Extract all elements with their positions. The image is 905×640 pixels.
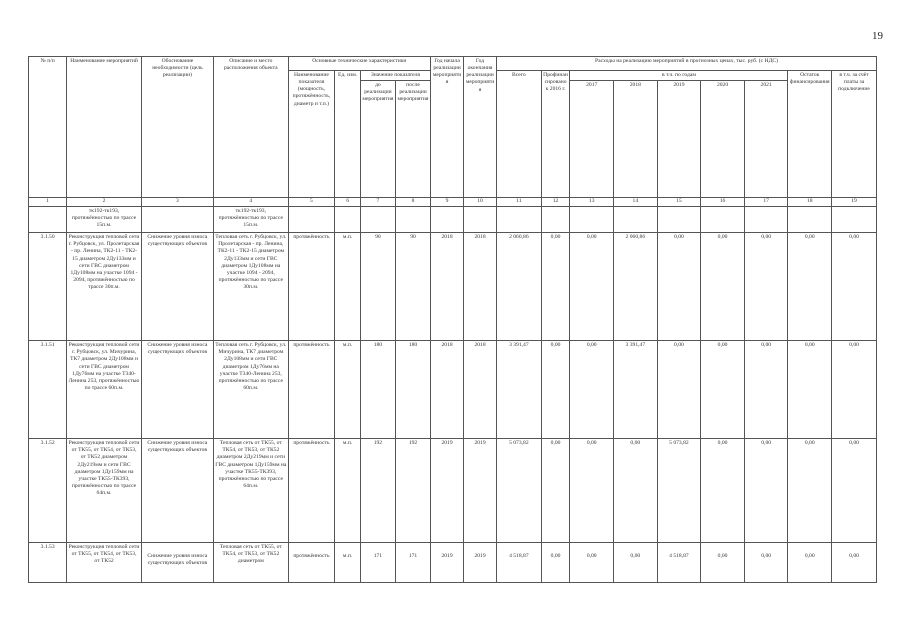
header-financed: Профинансировано к 2016 г. <box>541 71 570 198</box>
cost-2019: 4 518,87 <box>657 543 701 583</box>
cost-2017: 0,00 <box>570 341 614 439</box>
column-number: 1 <box>29 198 67 207</box>
cost-2017: 0,00 <box>570 233 614 341</box>
cost-2019: 5 073,82 <box>657 439 701 543</box>
header-year-start: Год начала реализации мероприятия <box>431 57 464 198</box>
object-description: Тепловая сеть от ТК55, от ТК54, от ТК53, от ТК52 диаметром 2Ду219мм и сети ГВС диаметром 1Ду159мм на участке ТК55-ТК393, протяжённостью по трассе 64п.м. <box>214 439 288 543</box>
unit: м.п. <box>335 233 361 341</box>
cost-2020: 0,00 <box>701 233 745 341</box>
header-total: Всего <box>497 71 542 198</box>
header-year-2021: 2021 <box>744 81 788 198</box>
year-start <box>431 207 464 233</box>
investment-table <box>28 56 877 583</box>
year-start: 2018 <box>431 341 464 439</box>
unit: м.п. <box>335 341 361 439</box>
cost-connection-fee <box>832 207 877 233</box>
column-number: 12 <box>541 198 570 207</box>
header-name: Наименование мероприятий <box>67 57 141 198</box>
tech-parameter-name: протяжённость <box>288 233 335 341</box>
value-after <box>395 207 430 233</box>
year-end: 2019 <box>464 543 497 583</box>
cost-connection-fee: 0,00 <box>832 439 877 543</box>
value-before <box>360 207 395 233</box>
header-value-before: до реализации мероприятия <box>360 81 395 198</box>
cost-2018: 3 391,47 <box>614 341 658 439</box>
column-number-row <box>29 198 877 207</box>
header-year-2018: 2018 <box>614 81 658 198</box>
cost-financed: 0,00 <box>541 233 570 341</box>
cost-2020: 0,00 <box>701 543 745 583</box>
measure-name: Реконструкция тепловой сети г. Рубцовск, ул. Мичурина, ТК7 диаметром 2Ду108мм и сети ГВС диаметром 1Ду76мм на участке Т340-Ленина 253, протяжённостью по трассе 60п.м. <box>67 341 141 439</box>
value-after: 180 <box>395 341 430 439</box>
unit: м.п. <box>335 439 361 543</box>
year-end: 2019 <box>464 439 497 543</box>
column-number: 2 <box>67 198 141 207</box>
tech-parameter-name: протяжённость <box>288 439 335 543</box>
cost-remaining: 0,00 <box>788 439 832 543</box>
cost-2021 <box>744 207 788 233</box>
cost-connection-fee: 0,00 <box>832 233 877 341</box>
cost-total: 3 391,47 <box>497 341 542 439</box>
measure-name: тк192-тк193, протяжённостью по трассе 15п.м. <box>67 207 141 233</box>
tech-parameter-name: протяжённость <box>288 543 335 583</box>
column-number: 7 <box>360 198 395 207</box>
column-number: 15 <box>657 198 701 207</box>
value-before: 180 <box>360 341 395 439</box>
cost-2017: 0,00 <box>570 439 614 543</box>
cost-connection-fee: 0,00 <box>832 341 877 439</box>
row-number <box>29 207 67 233</box>
cost-2018 <box>614 207 658 233</box>
header-connection-fee: в т.ч. за счёт платы за подключение <box>832 71 877 198</box>
cost-2020: 0,00 <box>701 341 745 439</box>
cost-2018: 2 060,86 <box>614 233 658 341</box>
header-value: Значение показателя <box>360 71 430 81</box>
year-end: 2018 <box>464 341 497 439</box>
cost-2017 <box>570 207 614 233</box>
cost-connection-fee: 0,00 <box>832 543 877 583</box>
header-year-end: Год окончания реализации мероприятия <box>464 57 497 198</box>
object-description: Тепловая сеть от ТК55, от ТК54, от ТК53, от ТК52 диаметром <box>214 543 288 583</box>
column-number: 10 <box>464 198 497 207</box>
object-description: Тепловая сеть г. Рубцовск, ул. Мичурина, ТК7 диаметром 2Ду108мм и сети ГВС диаметром 1Ду76мм на участке Т340-Ленина 253, протяжённостью по трассе 60п.м. <box>214 341 288 439</box>
cost-financed: 0,00 <box>541 543 570 583</box>
row-number: 3.1.53 <box>29 543 67 583</box>
cost-total: 4 518,87 <box>497 543 542 583</box>
cost-2018: 0,00 <box>614 439 658 543</box>
header-year-2019: 2019 <box>657 81 701 198</box>
header-tech-name: Наименование показателя (мощность, протяжённость, диаметр и т.п.) <box>288 71 335 198</box>
year-end: 2018 <box>464 233 497 341</box>
year-start: 2018 <box>431 233 464 341</box>
measure-reason: Снижение уровня износа существующих объектов <box>141 543 213 583</box>
year-end <box>464 207 497 233</box>
value-after: 192 <box>395 439 430 543</box>
cost-financed: 0,00 <box>541 439 570 543</box>
header-year-2017: 2017 <box>570 81 614 198</box>
row-number: 3.1.51 <box>29 341 67 439</box>
column-number: 14 <box>614 198 658 207</box>
table-row <box>29 341 877 439</box>
unit: м.п. <box>335 543 361 583</box>
cost-total <box>497 207 542 233</box>
row-number: 3.1.50 <box>29 233 67 341</box>
cost-2021: 0,00 <box>744 233 788 341</box>
cost-remaining: 0,00 <box>788 341 832 439</box>
column-number: 11 <box>497 198 542 207</box>
column-number: 6 <box>335 198 361 207</box>
cost-2019: 0,00 <box>657 233 701 341</box>
header-num: № п/п <box>29 57 67 198</box>
cost-2020 <box>701 207 745 233</box>
column-number: 8 <box>395 198 430 207</box>
column-number: 5 <box>288 198 335 207</box>
object-description: тк192-тк193, протяжённостью по трассе 15п.м. <box>214 207 288 233</box>
header-year-2020: 2020 <box>701 81 745 198</box>
cost-total: 2 060,86 <box>497 233 542 341</box>
tech-parameter-name <box>288 207 335 233</box>
value-before: 192 <box>360 439 395 543</box>
cost-2021: 0,00 <box>744 341 788 439</box>
column-number: 17 <box>744 198 788 207</box>
header-reason: Обоснование необходимости (цель реализации) <box>141 57 213 198</box>
value-after: 171 <box>395 543 430 583</box>
column-number: 13 <box>570 198 614 207</box>
cost-2021: 0,00 <box>744 543 788 583</box>
header-costs: Расходы на реализацию мероприятий в прогнозных ценах, тыс. руб. (с НДС) <box>497 57 877 71</box>
measure-reason: Снижение уровня износа существующих объектов <box>141 341 213 439</box>
cost-2019: 0,00 <box>657 341 701 439</box>
table-row <box>29 543 877 583</box>
tech-parameter-name: протяжённость <box>288 341 335 439</box>
year-start: 2019 <box>431 543 464 583</box>
measure-name: Реконструкция тепловой сети от ТК55, от ТК54, от ТК53, от ТК52 <box>67 543 141 583</box>
cost-2018: 0,00 <box>614 543 658 583</box>
column-number: 18 <box>788 198 832 207</box>
header-remaining: Остаток финансирования <box>788 71 832 198</box>
page-number: 19 <box>872 30 883 42</box>
measure-reason <box>141 207 213 233</box>
year-start: 2019 <box>431 439 464 543</box>
measure-reason: Снижение уровня износа существующих объектов <box>141 233 213 341</box>
object-description: Тепловая сеть г. Рубцовск, ул. Пролетарская - пр. Ленина, ТК2-11 - ТК2-15 диаметром 2Ду133мм и сети ГВС диаметром 1Ду108мм на участке 1094 - 2094, протяжённостью по трассе 30п.м. <box>214 233 288 341</box>
header-by-years: в т.ч. по годам <box>570 71 788 81</box>
cost-remaining <box>788 207 832 233</box>
header-tech: Основные технические характеристики <box>288 57 431 71</box>
table-row <box>29 233 877 341</box>
header-unit: Ед. изм. <box>335 71 361 198</box>
value-before: 90 <box>360 233 395 341</box>
cost-2017: 0,00 <box>570 543 614 583</box>
cost-financed <box>541 207 570 233</box>
header-description: Описание и место расположения объекта <box>214 57 288 198</box>
unit <box>335 207 361 233</box>
table-row <box>29 439 877 543</box>
value-after: 90 <box>395 233 430 341</box>
row-number: 3.1.52 <box>29 439 67 543</box>
header-value-after: после реализации мероприятия <box>395 81 430 198</box>
column-number: 19 <box>832 198 877 207</box>
measure-reason: Снижение уровня износа существующих объектов <box>141 439 213 543</box>
cost-remaining: 0,00 <box>788 543 832 583</box>
value-before: 171 <box>360 543 395 583</box>
table-row <box>29 207 877 233</box>
cost-2021: 0,00 <box>744 439 788 543</box>
cost-2019 <box>657 207 701 233</box>
cost-total: 5 073,82 <box>497 439 542 543</box>
column-number: 9 <box>431 198 464 207</box>
cost-financed: 0,00 <box>541 341 570 439</box>
column-number: 3 <box>141 198 213 207</box>
cost-remaining: 0,00 <box>788 233 832 341</box>
measure-name: Реконструкция тепловой сети г. Рубцовск, ул. Пролетарская - пр. Ленина, ТК2-11 - ТК2-15 диаметром 2Ду133мм и сети ГВС диаметром 1Ду108мм на участке 1094 - 2094, протяжённостью по трассе 30п.м. <box>67 233 141 341</box>
cost-2020: 0,00 <box>701 439 745 543</box>
measure-name: Реконструкция тепловой сети от ТК55, от ТК54, от ТК53, от ТК52 диаметром 2Ду219мм и сети ГВС диаметром 1Ду159мм на участке ТК55-ТК393, протяжённостью по трассе 64п.м. <box>67 439 141 543</box>
column-number: 4 <box>214 198 288 207</box>
column-number: 16 <box>701 198 745 207</box>
